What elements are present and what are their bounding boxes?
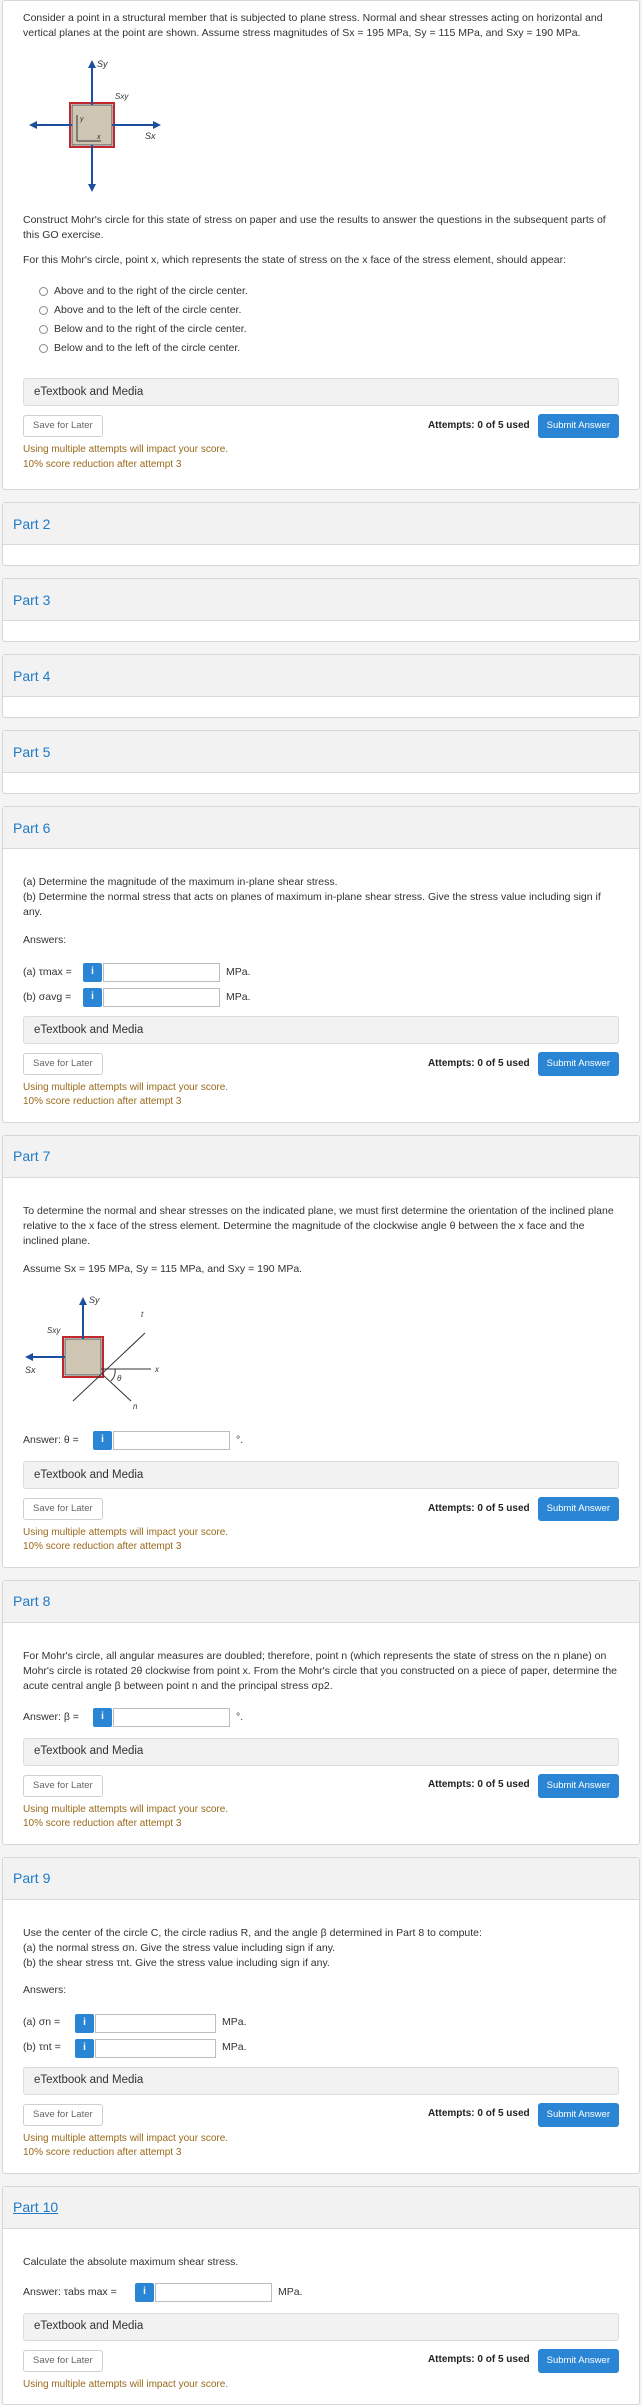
radio-circle[interactable] <box>39 306 48 315</box>
etextbook-link[interactable]: eTextbook and Media <box>23 2067 619 2095</box>
part-10-header[interactable]: Part 10 <box>3 2187 639 2229</box>
stress-element-figure <box>27 57 167 197</box>
tau-max-input[interactable] <box>103 963 220 982</box>
attempts-warning: Using multiple attempts will impact your score. 10% score reduction after attempt 3 <box>23 1526 619 1555</box>
submit-answer-button[interactable]: Submit Answer <box>538 1774 619 1798</box>
fig-label-y: y <box>79 116 84 123</box>
beta-input[interactable] <box>113 1708 230 1727</box>
question-a: (a) the normal stress σn. Give the stress value including sign if any. <box>23 1941 619 1956</box>
attempts-warning: Using multiple attempts will impact your score. 10% score reduction after attempt 3 <box>23 443 619 472</box>
info-icon[interactable]: i <box>75 2039 94 2058</box>
etextbook-link[interactable]: eTextbook and Media <box>23 1738 619 1766</box>
attempts-counter: Attempts: 0 of 5 used <box>428 1502 530 1517</box>
part-9-card <box>2 1857 640 2174</box>
fig-label-sxy: Sxy <box>115 92 129 101</box>
problem-intro: Consider a point in a structural member that is subjected to plane stress. Normal and shear stresses acting on horizontal and vertical planes at the point are shown. Assume stress magnitudes of Sx = 195 MPa, Sy = 115 MPa, and Sxy = 190 MPa. <box>23 11 619 41</box>
option-above-right[interactable]: Above and to the right of the circle center. <box>39 282 619 301</box>
part-7-header[interactable]: Part 7 <box>3 1136 639 1178</box>
theta-label: Answer: θ = <box>23 1433 93 1448</box>
submit-answer-button[interactable]: Submit Answer <box>538 414 619 438</box>
question-text: For this Mohr's circle, point x, which represents the state of stress on the x face of the stress element, should appear: <box>23 253 619 268</box>
fig-label-x: x <box>96 134 101 141</box>
answers-label: Answers: <box>23 1983 619 1998</box>
part-5-header[interactable]: Part 5 <box>3 731 639 773</box>
submit-answer-button[interactable]: Submit Answer <box>538 1497 619 1521</box>
part-3-header[interactable]: Part 3 <box>3 579 639 621</box>
part7-text: To determine the normal and shear stresses on the indicated plane, we must first determine the orientation of the inclined plane relative to the x face of the stress element. Determine the magnitude of the clockwise angle θ between the x face and the inclined plane. <box>23 1204 619 1250</box>
answer-row-tau-abs: Answer: τabs max = i MPa. <box>23 2280 619 2305</box>
part9-text: Use the center of the circle C, the circle radius R, and the angle β determined in Part 8 to compute: <box>23 1926 619 1941</box>
save-for-later-button[interactable]: Save for Later <box>23 1498 103 1520</box>
part7-assume: Assume Sx = 195 MPa, Sy = 115 MPa, and Sxy = 190 MPa. <box>23 1262 619 1277</box>
save-for-later-button[interactable]: Save for Later <box>23 2104 103 2126</box>
part-3-card <box>2 578 640 642</box>
etextbook-link[interactable]: eTextbook and Media <box>23 2313 619 2341</box>
submit-answer-button[interactable]: Submit Answer <box>538 1052 619 1076</box>
answers-label: Answers: <box>23 933 619 948</box>
part8-text: For Mohr's circle, all angular measures are doubled; therefore, point n (which represents the state of stress on the n plane) on Mohr's circle is rotated 2θ clockwise from point x. From the Mohr's circle that you constructed on a piece of paper, determine the acute central angle β between point n and the principal stress σp2. <box>23 1649 619 1695</box>
submit-answer-button[interactable]: Submit Answer <box>538 2103 619 2127</box>
info-icon[interactable]: i <box>93 1708 112 1727</box>
sigma-n-label: (a) σn = <box>23 2015 75 2030</box>
etextbook-link[interactable]: eTextbook and Media <box>23 1016 619 1044</box>
option-below-left[interactable]: Below and to the left of the circle center. <box>39 339 619 358</box>
part-6-card <box>2 806 640 1123</box>
inclined-plane-figure <box>23 1293 173 1413</box>
submit-answer-button[interactable]: Submit Answer <box>538 2349 619 2373</box>
attempts-counter: Attempts: 0 of 5 used <box>428 2107 530 2122</box>
part-6-header[interactable]: Part 6 <box>3 807 639 849</box>
fig-label-sy: Sy <box>97 59 108 69</box>
fig-label-sx: Sx <box>145 131 156 141</box>
construct-text: Construct Mohr's circle for this state of stress on paper and use the results to answer the questions in the subsequent parts of this GO exercise. <box>23 213 619 243</box>
info-icon[interactable]: i <box>135 2283 154 2302</box>
part10-text: Calculate the absolute maximum shear stress. <box>23 2255 619 2270</box>
question-b: (b) Determine the normal stress that acts on planes of maximum in-plane shear stress. Give the stress value including sign if any. <box>23 890 619 920</box>
info-icon[interactable]: i <box>83 988 102 1007</box>
fig-label-sy: Sy <box>89 1295 100 1305</box>
etextbook-link[interactable]: eTextbook and Media <box>23 378 619 406</box>
answer-row-theta: Answer: θ = i °. <box>23 1428 619 1453</box>
attempts-counter: Attempts: 0 of 5 used <box>428 1778 530 1793</box>
sigma-avg-input[interactable] <box>103 988 220 1007</box>
answer-row-tau-nt: (b) τnt = i MPa. <box>23 2036 619 2061</box>
answer-options <box>39 282 619 358</box>
part-7-card <box>2 1135 640 1568</box>
radio-circle[interactable] <box>39 344 48 353</box>
fig-label-theta: θ <box>117 1374 122 1383</box>
part-4-header[interactable]: Part 4 <box>3 655 639 697</box>
attempts-counter: Attempts: 0 of 5 used <box>428 2353 530 2368</box>
save-for-later-button[interactable]: Save for Later <box>23 2350 103 2372</box>
info-icon[interactable]: i <box>93 1431 112 1450</box>
question-a: (a) Determine the magnitude of the maximum in-plane shear stress. <box>23 875 619 890</box>
tau-nt-label: (b) τnt = <box>23 2040 75 2055</box>
part-8-header[interactable]: Part 8 <box>3 1581 639 1623</box>
radio-circle[interactable] <box>39 325 48 334</box>
part-8-card <box>2 1580 640 1845</box>
sigma-n-input[interactable] <box>95 2014 216 2033</box>
question-b: (b) the shear stress τnt. Give the stress value including sign if any. <box>23 1956 619 1971</box>
part-4-card <box>2 654 640 718</box>
part-1-card <box>2 0 640 490</box>
part-5-card <box>2 730 640 794</box>
answer-row-a: (a) τmax = i MPa. <box>23 960 619 985</box>
etextbook-link[interactable]: eTextbook and Media <box>23 1461 619 1489</box>
fig-label-sx: Sx <box>25 1365 36 1375</box>
radio-circle[interactable] <box>39 287 48 296</box>
option-below-right[interactable]: Below and to the right of the circle center. <box>39 320 619 339</box>
beta-label: Answer: β = <box>23 1710 93 1725</box>
fig-label-x: x <box>154 1365 160 1374</box>
tau-abs-max-input[interactable] <box>155 2283 272 2302</box>
attempts-warning: Using multiple attempts will impact your score. 10% score reduction after attempt 3 <box>23 1803 619 1832</box>
tau-max-label: (a) τmax = <box>23 965 83 980</box>
theta-input[interactable] <box>113 1431 230 1450</box>
tau-abs-max-label: Answer: τabs max = <box>23 2285 135 2300</box>
sigma-avg-label: (b) σavg = <box>23 990 83 1005</box>
answer-row-sigma-n: (a) σn = i MPa. <box>23 2011 619 2036</box>
attempts-counter: Attempts: 0 of 5 used <box>428 1057 530 1072</box>
attempts-warning: Using multiple attempts will impact your score. 10% score reduction after attempt 3 <box>23 2132 619 2161</box>
attempts-warning: Using multiple attempts will impact your score. 10% score reduction after attempt 3 <box>23 1081 619 1110</box>
info-icon[interactable]: i <box>83 963 102 982</box>
part-9-header[interactable]: Part 9 <box>3 1858 639 1900</box>
part-2-card <box>2 502 640 566</box>
save-for-later-button[interactable]: Save for Later <box>23 415 103 437</box>
fig-label-t: t <box>141 1310 144 1319</box>
option-above-left[interactable]: Above and to the left of the circle center. <box>39 301 619 320</box>
part-10-card <box>2 2186 640 2405</box>
tau-nt-input[interactable] <box>95 2039 216 2058</box>
fig-label-n: n <box>133 1402 138 1411</box>
save-for-later-button[interactable]: Save for Later <box>23 1053 103 1075</box>
answer-row-beta: Answer: β = i °. <box>23 1705 619 1730</box>
answer-row-b: (b) σavg = i MPa. <box>23 985 619 1010</box>
attempts-counter: Attempts: 0 of 5 used <box>428 419 530 434</box>
part-2-header[interactable]: Part 2 <box>3 503 639 545</box>
save-for-later-button[interactable]: Save for Later <box>23 1775 103 1797</box>
info-icon[interactable]: i <box>75 2014 94 2033</box>
fig-label-sxy: Sxy <box>47 1326 61 1335</box>
attempts-warning: Using multiple attempts will impact your score. <box>23 2378 619 2393</box>
